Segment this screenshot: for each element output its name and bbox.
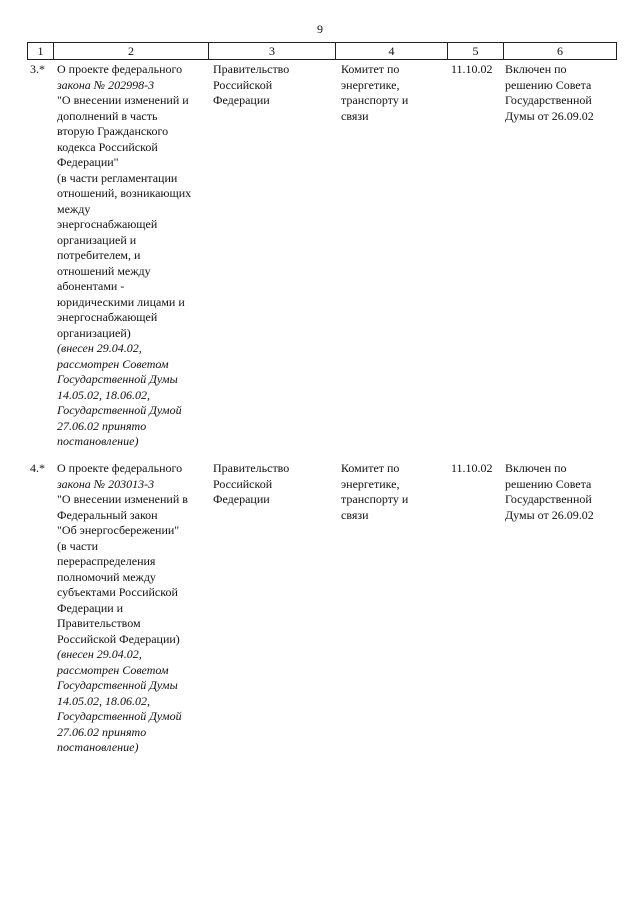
header-col-6: 6 xyxy=(503,42,617,60)
initiator-line: Российской xyxy=(213,476,273,491)
bill-title-line: (в части регламентации xyxy=(57,170,178,185)
bill-title-line: перераспределения xyxy=(57,554,156,568)
committee-line: энергетике, xyxy=(341,476,400,491)
bill-note-line: 27.06.02 принято xyxy=(57,418,147,433)
committee xyxy=(341,461,449,523)
bill-note-line: (внесен 29.04.02, xyxy=(57,341,142,355)
bill-title-line: О проекте федерального xyxy=(57,461,183,475)
bill-title-line: Федеральный закон xyxy=(57,507,158,522)
bill-note-line: рассмотрен Советом xyxy=(57,356,169,371)
bill-title-line: закона № 202998-3 xyxy=(57,77,155,92)
header-col-1: 1 xyxy=(27,42,54,60)
committee-line: энергетике, xyxy=(341,77,400,92)
bill-title-line: (в части xyxy=(57,538,99,553)
initiator xyxy=(213,62,328,109)
bill-title-line: дополнений в часть xyxy=(57,108,158,123)
bill-note-line: 14.05.02, 18.06.02, xyxy=(57,693,150,708)
status-line: Государственной xyxy=(505,492,592,506)
bill-title-line: закона № 203013-3 xyxy=(57,476,155,491)
bill-title-line: отношений, возникающих xyxy=(57,186,192,200)
initiator-line: Российской xyxy=(213,77,273,92)
initiator-line: Правительство xyxy=(213,62,290,76)
bill-title-line: юридическими лицами и xyxy=(57,294,185,309)
date: 11.10.02 xyxy=(451,62,493,76)
committee-line: связи xyxy=(341,108,369,123)
header-col-2: 2 xyxy=(53,42,209,60)
header-col-3: 3 xyxy=(208,42,336,60)
status-line: Думы от 26.09.02 xyxy=(505,108,594,123)
header-col-4: 4 xyxy=(335,42,448,60)
initiator-line: Федерации xyxy=(213,492,270,506)
bill-note-line: рассмотрен Советом xyxy=(57,662,169,677)
status xyxy=(505,461,617,523)
committee-line: транспорту и xyxy=(341,93,409,107)
bill-note-line: Государственной Думой xyxy=(57,709,182,723)
page-number: 9 xyxy=(317,22,323,36)
bill-note-line: Государственной Думы xyxy=(57,372,178,386)
bill-title-line: "О внесении изменений и xyxy=(57,93,189,107)
committee-line: транспорту и xyxy=(341,492,409,506)
initiator xyxy=(213,461,328,508)
bill-title-line: организацией) xyxy=(57,325,131,340)
status-line: Государственной xyxy=(505,93,592,107)
date: 11.10.02 xyxy=(451,461,493,475)
bill-title-line: энергоснабжающей xyxy=(57,310,158,324)
row-number: 4.* xyxy=(30,461,45,475)
status-line: Думы от 26.09.02 xyxy=(505,507,594,522)
bill-title-line: субъектами Российской xyxy=(57,585,178,599)
bill-note-line: постановление) xyxy=(57,434,139,448)
bill-note-line: 27.06.02 принято xyxy=(57,724,147,739)
status-line: Включен по xyxy=(505,461,567,475)
initiator-line: Федерации xyxy=(213,93,270,107)
bill-title-line: между xyxy=(57,201,91,216)
bill-note-line: постановление) xyxy=(57,740,139,754)
committee-line: Комитет по xyxy=(341,62,400,76)
bill-description xyxy=(57,461,207,756)
status-line: Включен по xyxy=(505,62,567,76)
bill-title-line: организацией и xyxy=(57,232,137,247)
bill-note-line: Государственной Думой xyxy=(57,403,182,417)
bill-title-line: Правительством xyxy=(57,616,141,630)
bill-title-line: Федерации" xyxy=(57,155,119,169)
bill-title-line: кодекса Российской xyxy=(57,139,158,154)
bill-title-line: Российской Федерации) xyxy=(57,631,180,646)
bill-note-line: 14.05.02, 18.06.02, xyxy=(57,387,150,402)
status-line: решению Совета xyxy=(505,476,592,491)
bill-title-line: Федерации и xyxy=(57,600,124,615)
bill-title-line: отношений между xyxy=(57,263,151,278)
committee xyxy=(341,62,449,124)
bill-title-line: абонентами - xyxy=(57,279,125,293)
bill-note-line: Государственной Думы xyxy=(57,678,178,692)
initiator-line: Правительство xyxy=(213,461,290,475)
bill-title-line: "Об энергосбережении" xyxy=(57,523,180,537)
bill-title-line: полномочий между xyxy=(57,569,156,584)
committee-line: Комитет по xyxy=(341,461,400,475)
committee-line: связи xyxy=(341,507,369,522)
bill-note-line: (внесен 29.04.02, xyxy=(57,647,142,661)
bill-title-line: энергоснабжающей xyxy=(57,217,158,231)
bill-title-line: "О внесении изменений в xyxy=(57,492,188,506)
status-line: решению Совета xyxy=(505,77,592,92)
bill-description xyxy=(57,62,207,450)
bill-title-line: вторую Гражданского xyxy=(57,124,169,138)
header-col-5: 5 xyxy=(447,42,504,60)
row-number: 3.* xyxy=(30,62,45,76)
status xyxy=(505,62,617,124)
bill-title-line: потребителем, и xyxy=(57,248,141,262)
table-header-row xyxy=(27,42,617,60)
bill-title-line: О проекте федерального xyxy=(57,62,183,76)
